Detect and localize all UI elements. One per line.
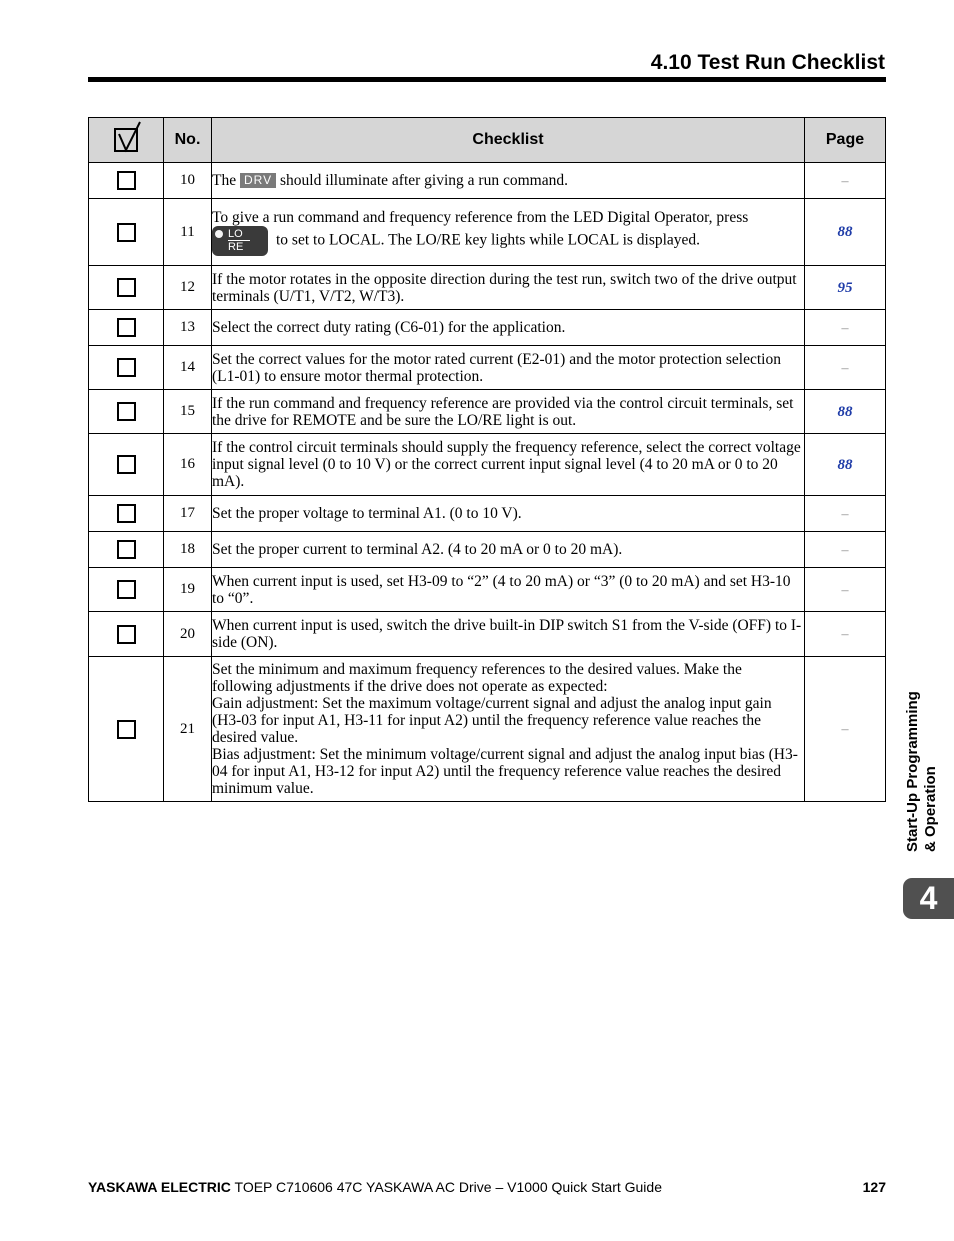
row-text: The DRV should illuminate after giving a run command. (212, 163, 805, 199)
footer-company: YASKAWA ELECTRIC (88, 1179, 231, 1195)
checkbox-icon[interactable] (117, 171, 136, 190)
checkbox-icon[interactable] (117, 540, 136, 559)
table-row (89, 657, 886, 802)
page-title: 4.10 Test Run Checklist (650, 51, 885, 74)
checklist-table (88, 117, 886, 802)
row-number: 20 (164, 612, 212, 657)
row-text: Set the correct values for the motor rated current (E2-01) and the motor protection selection (L1-01) to ensure motor thermal protection. (212, 346, 805, 390)
page-number: 127 (862, 1179, 886, 1195)
table-row (89, 390, 886, 434)
row-page: – (805, 346, 886, 390)
row-page: – (805, 163, 886, 199)
row-page (805, 199, 886, 266)
row-text: If the control circuit terminals should supply the frequency reference, select the correct voltage input signal level (0 to 10 V) or the correct current input signal level (4 to 20 mA or 0 to 20 mA). (212, 434, 805, 496)
page-link[interactable]: 88 (837, 224, 853, 240)
row-page: – (805, 612, 886, 657)
table-row (89, 568, 886, 612)
row-number: 18 (164, 532, 212, 568)
row-page: – (805, 568, 886, 612)
page-link[interactable]: 88 (837, 456, 853, 473)
row-page: – (805, 657, 886, 802)
row-page: – (805, 532, 886, 568)
row-page (805, 266, 886, 310)
header-rule (88, 77, 886, 82)
checkbox-icon[interactable] (117, 402, 136, 421)
column-header-no: No. (164, 118, 212, 163)
checkbox-icon[interactable] (117, 278, 136, 297)
checkmark-icon (114, 128, 138, 152)
checkbox-icon[interactable] (117, 625, 136, 644)
checkbox-icon[interactable] (117, 504, 136, 523)
chapter-tab: 4 (903, 878, 954, 919)
row-number: 21 (164, 657, 212, 802)
table-row (89, 434, 886, 496)
lo-re-key-icon: LO RE (212, 226, 268, 256)
row-text: If the run command and frequency reference are provided via the control circuit terminals, set the drive for REMOTE and be sure the LO/RE light is out. (212, 390, 805, 434)
row-text: To give a run command and frequency reference from the LED Digital Operator, press LO RE to set to LOCAL. The LO/RE key lights while LOCAL is displayed. (212, 199, 805, 266)
row-text: Set the proper current to terminal A2. (4 to 20 mA or 0 to 20 mA). (212, 532, 805, 568)
footer-doc: TOEP C710606 47C YASKAWA AC Drive – V1000 Quick Start Guide (234, 1179, 662, 1195)
checkbox-icon[interactable] (117, 223, 136, 242)
row-number: 13 (164, 310, 212, 346)
checkbox-icon[interactable] (117, 455, 136, 474)
page-footer (88, 1179, 886, 1195)
table-row (89, 310, 886, 346)
row-number: 10 (164, 163, 212, 199)
row-number: 15 (164, 390, 212, 434)
header-check-cell (89, 118, 164, 163)
row-page (805, 434, 886, 496)
row-number: 12 (164, 266, 212, 310)
table-row (89, 163, 886, 199)
table-row (89, 496, 886, 532)
row-text: When current input is used, set H3-09 to “2” (4 to 20 mA) or “3” (0 to 20 mA) and set H3-10 to “0”. (212, 568, 805, 612)
row-text: Set the minimum and maximum frequency references to the desired values. Make the following adjustments if the drive does not operate as expected: Gain adjustment: Set the maximum voltage/current signal and adjust the analog input gain (H3-03 for input A1, H3-11 for input A2) until the frequency reference value reaches the desired value. Bias adjustment: Set the minimum voltage/current signal and adjust the analog input bias (H3-04 for input A1, H3-12 for input A2) until the frequency reference value reaches the desired minimum value. (212, 657, 805, 802)
row-text: When current input is used, switch the drive built-in DIP switch S1 from the V-side (OFF) to I-side (ON). (212, 612, 805, 657)
table-row (89, 199, 886, 266)
table-row (89, 266, 886, 310)
page-link[interactable]: 95 (837, 279, 853, 296)
row-number: 11 (164, 199, 212, 266)
row-number: 14 (164, 346, 212, 390)
page-link[interactable]: 88 (837, 403, 853, 420)
column-header-checklist: Checklist (212, 118, 805, 163)
row-number: 19 (164, 568, 212, 612)
row-text: Set the proper voltage to terminal A1. (0 to 10 V). (212, 496, 805, 532)
row-page: – (805, 496, 886, 532)
row-text: If the motor rotates in the opposite direction during the test run, switch two of the drive output terminals (U/T1, V/T2, W/T3). (212, 266, 805, 310)
table-row (89, 612, 886, 657)
section-side-label: Start-Up Programming & Operation (904, 691, 939, 852)
column-header-page: Page (805, 118, 886, 163)
row-text: Select the correct duty rating (C6-01) for the application. (212, 310, 805, 346)
row-page: – (805, 310, 886, 346)
row-number: 16 (164, 434, 212, 496)
checkbox-icon[interactable] (117, 580, 136, 599)
drv-key-icon: DRV (240, 173, 276, 188)
row-number: 17 (164, 496, 212, 532)
checkbox-icon[interactable] (117, 318, 136, 337)
checkbox-icon[interactable] (117, 358, 136, 377)
row-page (805, 390, 886, 434)
table-row (89, 532, 886, 568)
table-header-row (89, 118, 886, 163)
table-row (89, 346, 886, 390)
checkbox-icon[interactable] (117, 720, 136, 739)
